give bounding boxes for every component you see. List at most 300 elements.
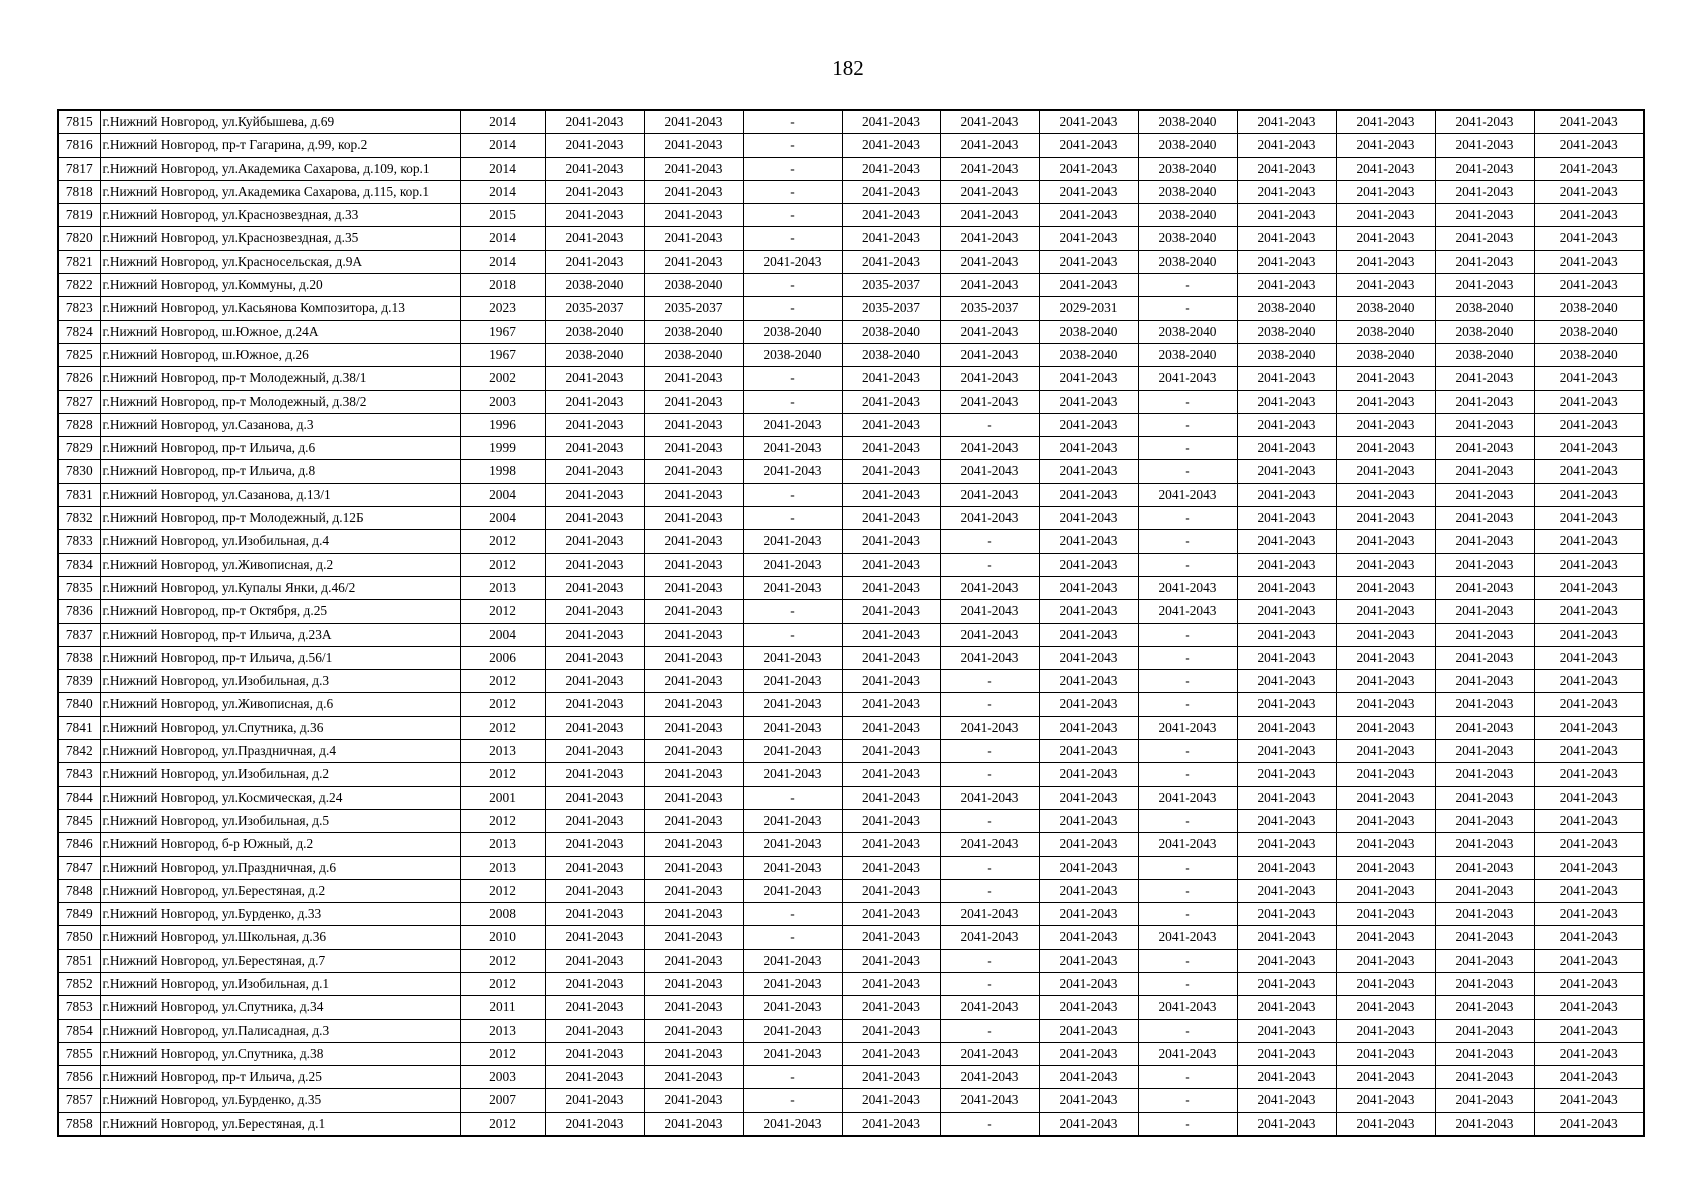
cell-address: г.Нижний Новгород, ул.Изобильная, д.1 (100, 972, 460, 995)
cell-work-11: 2041-2043 (1534, 134, 1644, 157)
cell-work-2: 2041-2043 (644, 926, 743, 949)
cell-year-built: 2014 (460, 227, 545, 250)
cell-work-5: - (940, 670, 1039, 693)
cell-year-built: 2004 (460, 507, 545, 530)
cell-work-9: 2041-2043 (1336, 1066, 1435, 1089)
cell-work-10: 2041-2043 (1435, 809, 1534, 832)
cell-work-11: 2041-2043 (1534, 553, 1644, 576)
cell-work-2: 2041-2043 (644, 693, 743, 716)
cell-row-number: 7815 (58, 110, 100, 134)
cell-row-number: 7828 (58, 413, 100, 436)
cell-work-2: 2041-2043 (644, 483, 743, 506)
cell-work-10: 2041-2043 (1435, 996, 1534, 1019)
cell-work-8: 2041-2043 (1237, 740, 1336, 763)
cell-work-7: - (1138, 972, 1237, 995)
cell-work-2: 2041-2043 (644, 740, 743, 763)
cell-work-9: 2041-2043 (1336, 1089, 1435, 1112)
cell-work-2: 2041-2043 (644, 437, 743, 460)
cell-row-number: 7824 (58, 320, 100, 343)
cell-work-2: 2041-2043 (644, 530, 743, 553)
cell-work-10: 2041-2043 (1435, 763, 1534, 786)
cell-work-1: 2041-2043 (545, 204, 644, 227)
cell-row-number: 7830 (58, 460, 100, 483)
cell-work-8: 2041-2043 (1237, 227, 1336, 250)
cell-work-6: 2041-2043 (1039, 367, 1138, 390)
cell-address: г.Нижний Новгород, пр-т Ильича, д.6 (100, 437, 460, 460)
cell-address: г.Нижний Новгород, ул.Спутника, д.34 (100, 996, 460, 1019)
cell-work-6: 2041-2043 (1039, 879, 1138, 902)
cell-work-2: 2041-2043 (644, 134, 743, 157)
cell-work-1: 2041-2043 (545, 693, 644, 716)
cell-address: г.Нижний Новгород, ул.Школьная, д.36 (100, 926, 460, 949)
cell-work-4: 2041-2043 (842, 530, 940, 553)
cell-year-built: 2008 (460, 903, 545, 926)
cell-work-7: 2041-2043 (1138, 576, 1237, 599)
cell-work-8: 2041-2043 (1237, 204, 1336, 227)
cell-work-1: 2041-2043 (545, 926, 644, 949)
cell-work-10: 2041-2043 (1435, 227, 1534, 250)
cell-work-2: 2041-2043 (644, 856, 743, 879)
table-row (58, 1089, 1644, 1112)
cell-row-number: 7835 (58, 576, 100, 599)
cell-work-2: 2041-2043 (644, 716, 743, 739)
cell-work-7: 2041-2043 (1138, 833, 1237, 856)
table-row (58, 670, 1644, 693)
cell-work-3: - (743, 367, 842, 390)
cell-work-5: 2041-2043 (940, 716, 1039, 739)
cell-work-9: 2041-2043 (1336, 134, 1435, 157)
cell-work-4: 2041-2043 (842, 972, 940, 995)
cell-work-10: 2041-2043 (1435, 949, 1534, 972)
cell-work-4: 2041-2043 (842, 390, 940, 413)
cell-row-number: 7836 (58, 600, 100, 623)
cell-row-number: 7826 (58, 367, 100, 390)
cell-work-4: 2041-2043 (842, 227, 940, 250)
cell-work-8: 2038-2040 (1237, 297, 1336, 320)
cell-work-4: 2041-2043 (842, 367, 940, 390)
cell-work-11: 2041-2043 (1534, 227, 1644, 250)
cell-work-6: 2041-2043 (1039, 623, 1138, 646)
cell-work-2: 2038-2040 (644, 343, 743, 366)
cell-address: г.Нижний Новгород, ул.Бурденко, д.33 (100, 903, 460, 926)
cell-address: г.Нижний Новгород, ш.Южное, д.26 (100, 343, 460, 366)
cell-work-1: 2041-2043 (545, 740, 644, 763)
cell-work-6: 2041-2043 (1039, 809, 1138, 832)
cell-work-8: 2041-2043 (1237, 716, 1336, 739)
cell-row-number: 7846 (58, 833, 100, 856)
cell-work-9: 2041-2043 (1336, 530, 1435, 553)
cell-work-1: 2041-2043 (545, 600, 644, 623)
cell-work-9: 2041-2043 (1336, 227, 1435, 250)
cell-work-2: 2041-2043 (644, 646, 743, 669)
cell-work-8: 2041-2043 (1237, 926, 1336, 949)
cell-work-6: 2041-2043 (1039, 460, 1138, 483)
cell-work-10: 2038-2040 (1435, 343, 1534, 366)
cell-work-7: - (1138, 530, 1237, 553)
cell-work-1: 2041-2043 (545, 623, 644, 646)
cell-work-8: 2041-2043 (1237, 576, 1336, 599)
cell-work-7: - (1138, 879, 1237, 902)
cell-work-9: 2038-2040 (1336, 297, 1435, 320)
cell-work-11: 2041-2043 (1534, 110, 1644, 134)
cell-work-5: - (940, 879, 1039, 902)
cell-work-4: 2041-2043 (842, 903, 940, 926)
cell-work-4: 2041-2043 (842, 204, 940, 227)
cell-work-9: 2041-2043 (1336, 274, 1435, 297)
cell-work-7: - (1138, 274, 1237, 297)
cell-work-1: 2041-2043 (545, 903, 644, 926)
cell-year-built: 2004 (460, 483, 545, 506)
cell-work-10: 2041-2043 (1435, 460, 1534, 483)
cell-work-1: 2041-2043 (545, 716, 644, 739)
cell-work-6: 2041-2043 (1039, 204, 1138, 227)
cell-work-9: 2041-2043 (1336, 670, 1435, 693)
cell-work-9: 2041-2043 (1336, 623, 1435, 646)
cell-work-9: 2041-2043 (1336, 1019, 1435, 1042)
cell-year-built: 2013 (460, 856, 545, 879)
table-row (58, 693, 1644, 716)
cell-row-number: 7849 (58, 903, 100, 926)
cell-work-11: 2041-2043 (1534, 157, 1644, 180)
cell-year-built: 1967 (460, 320, 545, 343)
cell-row-number: 7817 (58, 157, 100, 180)
cell-work-7: 2041-2043 (1138, 786, 1237, 809)
cell-work-4: 2041-2043 (842, 996, 940, 1019)
table-row (58, 250, 1644, 273)
cell-work-8: 2041-2043 (1237, 786, 1336, 809)
table-row (58, 204, 1644, 227)
cell-work-6: 2041-2043 (1039, 553, 1138, 576)
cell-row-number: 7858 (58, 1112, 100, 1136)
cell-work-10: 2041-2043 (1435, 693, 1534, 716)
cell-work-3: - (743, 1089, 842, 1112)
cell-work-5: 2041-2043 (940, 833, 1039, 856)
table-row (58, 134, 1644, 157)
cell-work-9: 2041-2043 (1336, 763, 1435, 786)
cell-work-5: 2041-2043 (940, 646, 1039, 669)
table-row (58, 996, 1644, 1019)
cell-row-number: 7832 (58, 507, 100, 530)
cell-address: г.Нижний Новгород, пр-т Ильича, д.25 (100, 1066, 460, 1089)
cell-work-11: 2041-2043 (1534, 180, 1644, 203)
cell-work-7: 2041-2043 (1138, 716, 1237, 739)
cell-work-6: 2041-2043 (1039, 157, 1138, 180)
cell-year-built: 2014 (460, 180, 545, 203)
cell-work-9: 2041-2043 (1336, 786, 1435, 809)
cell-work-11: 2041-2043 (1534, 600, 1644, 623)
cell-work-11: 2041-2043 (1534, 390, 1644, 413)
cell-work-11: 2038-2040 (1534, 297, 1644, 320)
cell-year-built: 2012 (460, 879, 545, 902)
cell-work-10: 2041-2043 (1435, 576, 1534, 599)
cell-row-number: 7833 (58, 530, 100, 553)
cell-work-8: 2041-2043 (1237, 600, 1336, 623)
cell-work-3: 2041-2043 (743, 763, 842, 786)
cell-work-11: 2041-2043 (1534, 623, 1644, 646)
cell-work-6: 2041-2043 (1039, 227, 1138, 250)
cell-work-6: 2041-2043 (1039, 390, 1138, 413)
cell-year-built: 2012 (460, 1042, 545, 1065)
cell-work-7: - (1138, 553, 1237, 576)
cell-work-3: - (743, 134, 842, 157)
cell-row-number: 7856 (58, 1066, 100, 1089)
cell-work-10: 2041-2043 (1435, 437, 1534, 460)
cell-work-5: - (940, 763, 1039, 786)
cell-work-6: 2041-2043 (1039, 180, 1138, 203)
cell-work-7: 2038-2040 (1138, 320, 1237, 343)
cell-work-6: 2041-2043 (1039, 833, 1138, 856)
cell-address: г.Нижний Новгород, ул.Купалы Янки, д.46/2 (100, 576, 460, 599)
cell-work-6: 2041-2043 (1039, 274, 1138, 297)
cell-work-10: 2041-2043 (1435, 274, 1534, 297)
cell-work-3: - (743, 274, 842, 297)
cell-work-2: 2041-2043 (644, 250, 743, 273)
cell-work-3: 2041-2043 (743, 972, 842, 995)
cell-work-5: 2041-2043 (940, 600, 1039, 623)
cell-work-9: 2041-2043 (1336, 903, 1435, 926)
cell-work-1: 2038-2040 (545, 343, 644, 366)
cell-work-5: 2041-2043 (940, 903, 1039, 926)
cell-work-7: - (1138, 1066, 1237, 1089)
cell-year-built: 2003 (460, 1066, 545, 1089)
cell-work-5: - (940, 972, 1039, 995)
cell-work-9: 2041-2043 (1336, 413, 1435, 436)
cell-work-2: 2041-2043 (644, 833, 743, 856)
table-row (58, 507, 1644, 530)
cell-work-10: 2041-2043 (1435, 623, 1534, 646)
cell-work-11: 2041-2043 (1534, 646, 1644, 669)
cell-row-number: 7829 (58, 437, 100, 460)
cell-work-11: 2041-2043 (1534, 903, 1644, 926)
cell-work-2: 2041-2043 (644, 460, 743, 483)
cell-work-3: 2041-2043 (743, 716, 842, 739)
cell-work-9: 2041-2043 (1336, 1042, 1435, 1065)
cell-work-5: 2041-2043 (940, 134, 1039, 157)
table-row (58, 390, 1644, 413)
cell-work-5: - (940, 1112, 1039, 1136)
cell-year-built: 2012 (460, 1112, 545, 1136)
cell-work-2: 2041-2043 (644, 1066, 743, 1089)
cell-work-10: 2041-2043 (1435, 879, 1534, 902)
cell-work-11: 2041-2043 (1534, 926, 1644, 949)
cell-year-built: 2018 (460, 274, 545, 297)
cell-work-2: 2041-2043 (644, 227, 743, 250)
cell-work-8: 2041-2043 (1237, 623, 1336, 646)
cell-work-10: 2041-2043 (1435, 483, 1534, 506)
cell-work-3: 2041-2043 (743, 879, 842, 902)
cell-work-9: 2041-2043 (1336, 204, 1435, 227)
cell-work-8: 2041-2043 (1237, 274, 1336, 297)
cell-address: г.Нижний Новгород, ул.Спутника, д.36 (100, 716, 460, 739)
cell-year-built: 2011 (460, 996, 545, 1019)
cell-work-4: 2041-2043 (842, 250, 940, 273)
cell-row-number: 7854 (58, 1019, 100, 1042)
cell-year-built: 2004 (460, 623, 545, 646)
cell-address: г.Нижний Новгород, ул.Куйбышева, д.69 (100, 110, 460, 134)
cell-work-7: 2041-2043 (1138, 600, 1237, 623)
cell-work-3: - (743, 926, 842, 949)
cell-year-built: 2010 (460, 926, 545, 949)
cell-work-9: 2041-2043 (1336, 646, 1435, 669)
cell-work-8: 2041-2043 (1237, 180, 1336, 203)
cell-work-4: 2041-2043 (842, 134, 940, 157)
cell-work-7: 2038-2040 (1138, 157, 1237, 180)
cell-work-3: - (743, 600, 842, 623)
cell-work-4: 2041-2043 (842, 949, 940, 972)
cell-work-6: 2041-2043 (1039, 670, 1138, 693)
cell-work-8: 2041-2043 (1237, 157, 1336, 180)
cell-work-8: 2041-2043 (1237, 110, 1336, 134)
cell-year-built: 2013 (460, 740, 545, 763)
cell-work-9: 2041-2043 (1336, 437, 1435, 460)
cell-year-built: 2012 (460, 716, 545, 739)
table-row (58, 274, 1644, 297)
cell-work-1: 2041-2043 (545, 227, 644, 250)
cell-work-5: - (940, 693, 1039, 716)
cell-work-8: 2041-2043 (1237, 996, 1336, 1019)
cell-work-8: 2041-2043 (1237, 972, 1336, 995)
cell-work-8: 2041-2043 (1237, 670, 1336, 693)
table-row (58, 460, 1644, 483)
cell-work-2: 2041-2043 (644, 903, 743, 926)
cell-row-number: 7818 (58, 180, 100, 203)
cell-work-4: 2041-2043 (842, 740, 940, 763)
cell-work-10: 2041-2043 (1435, 157, 1534, 180)
cell-work-10: 2041-2043 (1435, 670, 1534, 693)
table-row (58, 879, 1644, 902)
cell-work-5: 2041-2043 (940, 460, 1039, 483)
cell-work-8: 2041-2043 (1237, 1066, 1336, 1089)
cell-work-5: 2041-2043 (940, 623, 1039, 646)
cell-work-5: 2041-2043 (940, 274, 1039, 297)
cell-work-3: 2041-2043 (743, 1019, 842, 1042)
cell-work-10: 2041-2043 (1435, 134, 1534, 157)
cell-row-number: 7831 (58, 483, 100, 506)
cell-work-1: 2041-2043 (545, 670, 644, 693)
cell-work-7: - (1138, 1089, 1237, 1112)
cell-work-7: - (1138, 670, 1237, 693)
cell-work-3: - (743, 786, 842, 809)
cell-work-4: 2041-2043 (842, 157, 940, 180)
cell-work-10: 2041-2043 (1435, 716, 1534, 739)
cell-work-4: 2041-2043 (842, 856, 940, 879)
cell-work-11: 2041-2043 (1534, 833, 1644, 856)
cell-work-6: 2041-2043 (1039, 1066, 1138, 1089)
table-row (58, 833, 1644, 856)
table-row (58, 856, 1644, 879)
cell-work-10: 2041-2043 (1435, 553, 1534, 576)
cell-address: г.Нижний Новгород, ул.Краснозвездная, д.35 (100, 227, 460, 250)
cell-work-3: - (743, 623, 842, 646)
cell-work-3: - (743, 227, 842, 250)
cell-work-8: 2041-2043 (1237, 553, 1336, 576)
cell-work-4: 2041-2043 (842, 1019, 940, 1042)
cell-address: г.Нижний Новгород, ул.Живописная, д.6 (100, 693, 460, 716)
cell-work-9: 2041-2043 (1336, 483, 1435, 506)
cell-work-11: 2041-2043 (1534, 716, 1644, 739)
cell-work-10: 2041-2043 (1435, 740, 1534, 763)
cell-address: г.Нижний Новгород, пр-т Молодежный, д.38/1 (100, 367, 460, 390)
cell-year-built: 1999 (460, 437, 545, 460)
cell-work-2: 2041-2043 (644, 553, 743, 576)
cell-work-4: 2041-2043 (842, 809, 940, 832)
cell-work-10: 2041-2043 (1435, 972, 1534, 995)
cell-address: г.Нижний Новгород, б-р Южный, д.2 (100, 833, 460, 856)
cell-address: г.Нижний Новгород, ул.Касьянова Композитора, д.13 (100, 297, 460, 320)
cell-work-1: 2041-2043 (545, 367, 644, 390)
cell-work-11: 2038-2040 (1534, 343, 1644, 366)
cell-work-7: - (1138, 623, 1237, 646)
cell-year-built: 2012 (460, 600, 545, 623)
cell-row-number: 7823 (58, 297, 100, 320)
cell-work-9: 2041-2043 (1336, 250, 1435, 273)
cell-year-built: 2012 (460, 809, 545, 832)
table-row (58, 1112, 1644, 1136)
cell-work-3: - (743, 903, 842, 926)
cell-work-5: 2041-2043 (940, 996, 1039, 1019)
table-row (58, 297, 1644, 320)
cell-work-7: 2041-2043 (1138, 996, 1237, 1019)
cell-work-11: 2041-2043 (1534, 1042, 1644, 1065)
cell-work-4: 2041-2043 (842, 716, 940, 739)
cell-work-3: 2041-2043 (743, 646, 842, 669)
cell-work-9: 2041-2043 (1336, 576, 1435, 599)
cell-work-6: 2041-2043 (1039, 972, 1138, 995)
cell-work-8: 2041-2043 (1237, 903, 1336, 926)
cell-work-4: 2041-2043 (842, 553, 940, 576)
cell-work-8: 2041-2043 (1237, 809, 1336, 832)
cell-work-6: 2029-2031 (1039, 297, 1138, 320)
cell-work-8: 2041-2043 (1237, 507, 1336, 530)
cell-work-7: - (1138, 949, 1237, 972)
cell-work-3: 2041-2043 (743, 833, 842, 856)
cell-row-number: 7834 (58, 553, 100, 576)
cell-work-6: 2041-2043 (1039, 507, 1138, 530)
cell-work-9: 2041-2043 (1336, 110, 1435, 134)
cell-work-5: 2041-2043 (940, 507, 1039, 530)
cell-work-1: 2041-2043 (545, 1042, 644, 1065)
cell-work-9: 2041-2043 (1336, 996, 1435, 1019)
cell-work-3: 2038-2040 (743, 343, 842, 366)
cell-address: г.Нижний Новгород, ул.Изобильная, д.4 (100, 530, 460, 553)
cell-work-9: 2041-2043 (1336, 180, 1435, 203)
cell-work-3: 2041-2043 (743, 250, 842, 273)
cell-work-7: - (1138, 413, 1237, 436)
cell-work-6: 2041-2043 (1039, 856, 1138, 879)
cell-work-4: 2041-2043 (842, 1066, 940, 1089)
cell-work-6: 2041-2043 (1039, 949, 1138, 972)
cell-work-7: - (1138, 297, 1237, 320)
cell-work-8: 2041-2043 (1237, 250, 1336, 273)
cell-work-11: 2041-2043 (1534, 1112, 1644, 1136)
table-row (58, 576, 1644, 599)
cell-work-6: 2041-2043 (1039, 530, 1138, 553)
cell-address: г.Нижний Новгород, пр-т Октября, д.25 (100, 600, 460, 623)
cell-row-number: 7853 (58, 996, 100, 1019)
cell-year-built: 2014 (460, 157, 545, 180)
table-row (58, 926, 1644, 949)
cell-work-7: 2041-2043 (1138, 483, 1237, 506)
cell-work-9: 2041-2043 (1336, 367, 1435, 390)
cell-work-5: 2035-2037 (940, 297, 1039, 320)
cell-work-5: - (940, 1019, 1039, 1042)
cell-work-6: 2041-2043 (1039, 903, 1138, 926)
cell-work-11: 2041-2043 (1534, 879, 1644, 902)
cell-work-9: 2041-2043 (1336, 972, 1435, 995)
cell-work-9: 2041-2043 (1336, 390, 1435, 413)
cell-work-4: 2041-2043 (842, 1089, 940, 1112)
cell-work-3: - (743, 297, 842, 320)
